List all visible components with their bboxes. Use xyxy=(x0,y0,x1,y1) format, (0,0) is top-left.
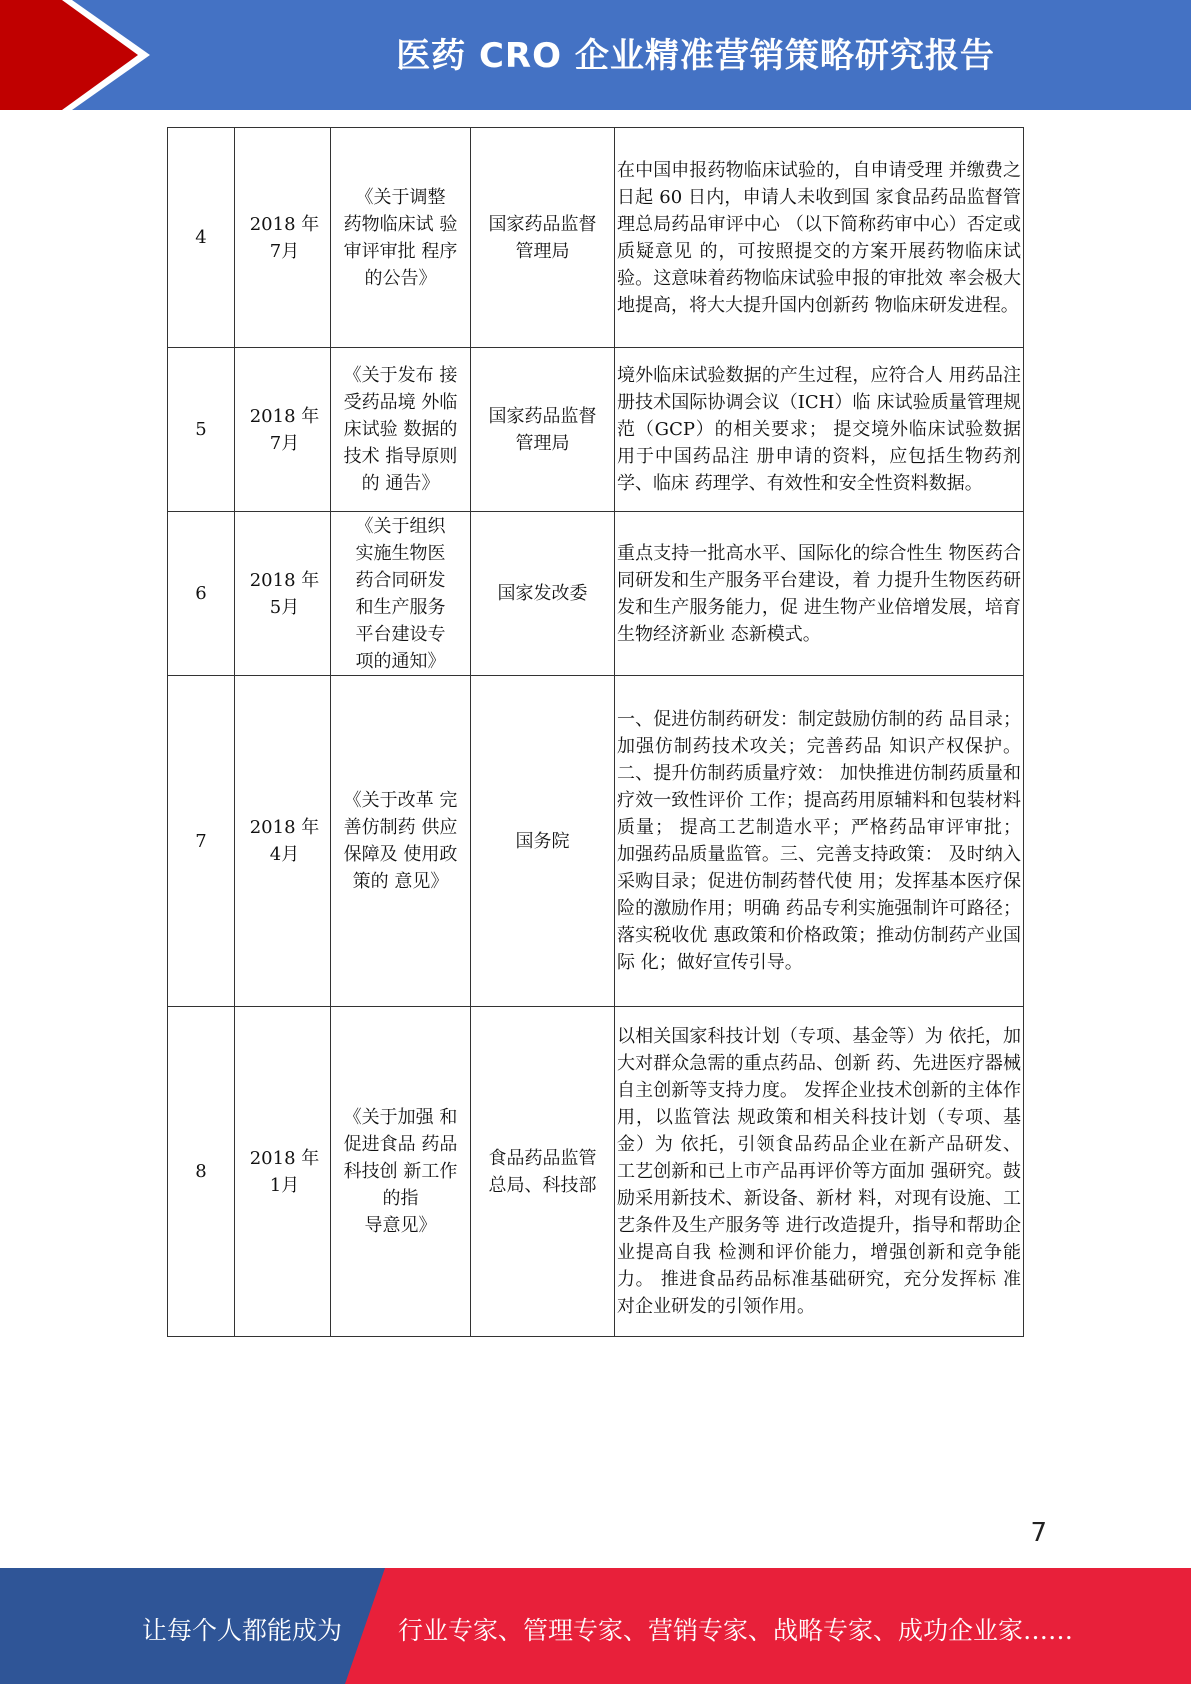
row-content: 一、促进仿制药研发：制定鼓励仿制的药 品目录；加强仿制药技术攻关；完善药品 知识产权保护。二、提升仿制药质量疗效： 加快推进仿制药质量和疗效一致性评价 工作；提高药用原辅料和包装材料质量； 提高工艺制造水平；严格药品审评审批； 加强药品质量监管。三、完善支持政策： 及时纳入采购目录；促进仿制药替代使 用；发挥基本医疗保险的激励作用；明确 药品专利实施强制许可路径；落实税收优 惠政策和价格政策；推动仿制药产业国际 化；做好宣传引导。 xyxy=(617,709,1021,973)
row-content: 以相关国家科技计划（专项、基金等）为 依托，加大对群众急需的重点药品、创新 药、先进医疗器械自主创新等支持力度。 发挥企业技术创新的主体作用，以监管法 规政策和相关科技计划（专项、基金）为 依托，引领食品药品企业在新产品研发、 工艺创新和已上市产品再评价等方面加 强研究。鼓励采用新技术、新设备、新材 料，对现有设施、工艺条件及生产服务等 进行改造提升，指导和帮助企业提高自我 检测和评价能力，增强创新和竞争能力。 推进食品药品标准基础研究，充分发挥标 准对企业研发的引领作用。 xyxy=(617,1026,1021,1317)
row-issuer-cell xyxy=(471,1007,615,1337)
table-row xyxy=(168,128,1024,348)
row-document-title: 《关于发布 接 受药品境 外临 床试验 数据的 技术 指导原则 的 通告》 xyxy=(343,365,458,494)
row-content-cell xyxy=(615,1007,1024,1337)
row-date: 2018 年 7月 xyxy=(249,405,320,454)
page-header xyxy=(0,0,1191,110)
row-issuer: 国务院 xyxy=(515,830,570,852)
row-number: 4 xyxy=(168,128,235,348)
row-date-cell xyxy=(235,348,331,512)
row-document-cell xyxy=(331,1007,471,1337)
report-title: 医药 CRO 企业精准营销策略研究报告 xyxy=(396,36,995,76)
row-number: 6 xyxy=(168,512,235,676)
policy-table xyxy=(167,127,1024,1337)
row-date-cell xyxy=(235,1007,331,1337)
row-content: 在中国申报药物临床试验的，自申请受理 并缴费之日起 60 日内，申请人未收到国 家食品药品监督管理总局药品审评中心 （以下简称药审中心）否定或质疑意见 的，可按照提交的方案开展药物临床试 验。这意味着药物临床试验申报的审批效 率会极大地提高，将大大提升国内创新药 物临床研发进程。 xyxy=(617,159,1021,316)
row-issuer-cell xyxy=(471,348,615,512)
table-row xyxy=(168,676,1024,1007)
row-issuer: 食品药品监管 总局、科技部 xyxy=(488,1147,597,1196)
row-document-cell xyxy=(331,512,471,676)
row-issuer: 国家药品监督 管理局 xyxy=(488,405,597,454)
row-content-cell xyxy=(615,128,1024,348)
row-date: 2018 年 7月 xyxy=(249,213,320,262)
row-document-title: 《关于调整 药物临床试 验 审评审批 程序 的公告》 xyxy=(343,186,458,289)
row-date: 2018 年 1月 xyxy=(249,1147,320,1196)
page-number: 7 xyxy=(1030,1518,1047,1548)
row-date: 2018 年 5月 xyxy=(249,569,320,618)
row-document-cell xyxy=(331,348,471,512)
row-issuer-cell xyxy=(471,676,615,1007)
row-content-cell xyxy=(615,676,1024,1007)
row-issuer: 国家药品监督 管理局 xyxy=(488,213,597,262)
row-date: 2018 年 4月 xyxy=(249,817,320,865)
row-content-cell xyxy=(615,348,1024,512)
row-content: 重点支持一批高水平、国际化的综合性生 物医药合同研发和生产服务平台建设，着 力提升生物医药研发和生产服务能力，促 进生物产业倍增发展，培育生物经济新业 态新模式。 xyxy=(617,542,1021,645)
row-issuer: 国家发改委 xyxy=(497,583,588,604)
row-document-cell xyxy=(331,676,471,1007)
table-row xyxy=(168,512,1024,676)
row-number: 5 xyxy=(168,348,235,512)
row-document-title: 《关于改革 完 善仿制药 供应 保障及 使用政 策的 意见》 xyxy=(343,790,458,892)
page-footer xyxy=(0,1568,1191,1684)
row-issuer-cell xyxy=(471,512,615,676)
table-row xyxy=(168,348,1024,512)
row-date-cell xyxy=(235,128,331,348)
table-row xyxy=(168,1007,1024,1337)
row-date-cell xyxy=(235,676,331,1007)
row-document-title: 《关于加强 和 促进食品 药品 科技创 新工作 的指 导意见》 xyxy=(343,1107,458,1236)
row-number: 7 xyxy=(168,676,235,1007)
row-document-title: 《关于组织 实施生物医 药合同研发 和生产服务 平台建设专 项的通知》 xyxy=(355,515,446,672)
row-issuer-cell xyxy=(471,128,615,348)
row-content: 境外临床试验数据的产生过程，应符合人 用药品注册技术国际协调会议（ICH）临 床试验质量管理规范（GCP）的相关要求； 提交境外临床试验数据用于中国药品注 册申请的资料，应包括生物药剂学、临床 药理学、有效性和安全性资料数据。 xyxy=(617,365,1021,494)
row-number: 8 xyxy=(168,1007,235,1337)
row-document-cell xyxy=(331,128,471,348)
row-content-cell xyxy=(615,512,1024,676)
footer-slogan-right: 行业专家、管理专家、营销专家、战略专家、成功企业家…… xyxy=(398,1616,1074,1645)
header-chevron-decoration xyxy=(0,0,160,110)
footer-slogan-left: 让每个人都能成为 xyxy=(142,1616,343,1645)
row-date-cell xyxy=(235,512,331,676)
